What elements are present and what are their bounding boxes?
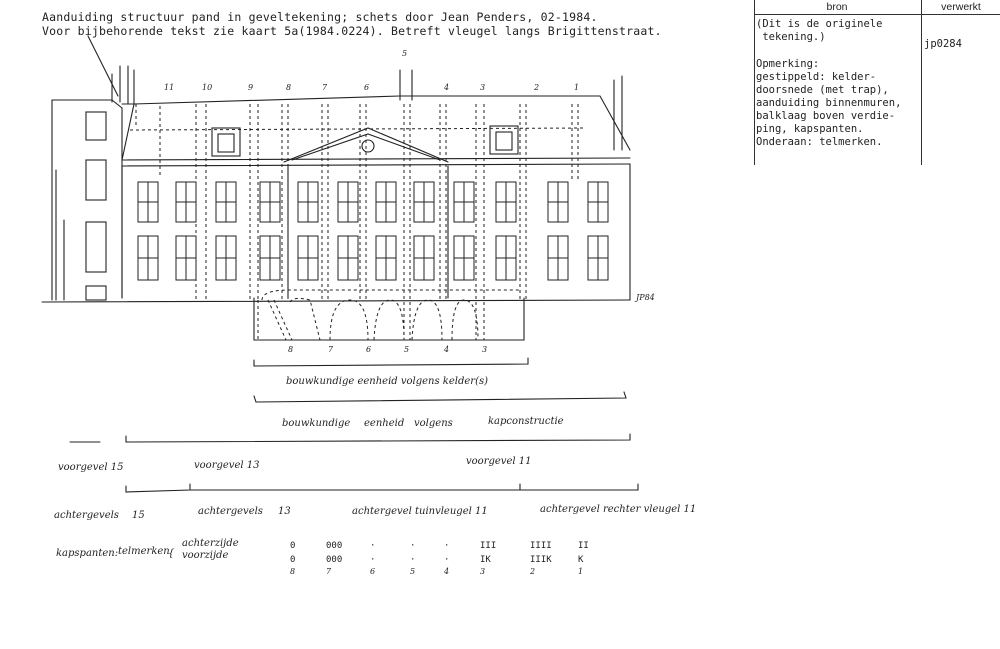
header-verwerkt: verwerkt (941, 1, 981, 13)
brace-symbol: { (168, 548, 175, 559)
window-muntin (548, 182, 568, 222)
telmerk-number: 1 (578, 567, 584, 576)
telmerk-achterzijde: 000 (326, 541, 343, 551)
window-muntin (496, 236, 516, 280)
telmerk-voorzijde: · (410, 555, 416, 565)
ground-line (42, 300, 630, 302)
telmerk-achterzijde: 0 (290, 541, 296, 551)
telmerk-achterzijde: II (578, 541, 589, 551)
label-achtergevels-15: achtergevels (54, 510, 119, 521)
telmerk-voorzijde: · (444, 555, 450, 565)
telmerk-achterzijde: · (444, 541, 450, 551)
label-kap-4: kapconstructie (488, 416, 564, 427)
verwerkt-text: jp0284 (924, 38, 962, 50)
telmerk-number: 3 (480, 567, 486, 576)
window-muntin (454, 182, 474, 222)
window-muntin (588, 236, 608, 280)
top-number: 8 (286, 83, 292, 92)
label-achtergevels-15-num: 15 (132, 510, 145, 521)
top-number: 9 (248, 83, 254, 92)
label-achtergevel-rechts: achtergevel rechter vleugel 11 (540, 504, 697, 515)
label-voorgevel-15: voorgevel 15 (58, 462, 124, 473)
window-muntin (260, 182, 280, 222)
top-number: 7 (322, 83, 328, 92)
top-number: 10 (202, 83, 213, 92)
top-number: 3 (480, 83, 486, 92)
telmerk-achterzijde: IIII (530, 541, 552, 551)
window-muntin (176, 182, 196, 222)
top-number: 4 (444, 83, 450, 92)
label-achtergevel-tuin: achtergevel tuinvleugel 11 (352, 506, 488, 517)
window-muntin (376, 236, 396, 280)
opmerking-text: Opmerking: gestippeld: kelder- doorsnede (met trap), aanduiding binnenmuren, balklaag boven verdie- ping, kapspanten. Onderaan: telmerken. (756, 58, 902, 148)
pediment (284, 128, 448, 162)
telmerk-number: 7 (326, 567, 332, 576)
window-muntin (454, 236, 474, 280)
label-voorgevel-13: voorgevel 13 (194, 460, 260, 471)
window-muntin (414, 182, 434, 222)
label-kap-3: volgens (414, 418, 453, 429)
cellar-number: 8 (288, 345, 294, 354)
cellar-number: 7 (328, 345, 334, 354)
label-kap-1: bouwkundige (282, 418, 351, 429)
label-achterzijde: achterzijde (182, 538, 239, 549)
label-voorzijde: voorzijde (182, 550, 229, 561)
title-line-1: Aanduiding structuur pand in geveltekening; schets door Jean Penders, 02-1984. (42, 10, 598, 24)
window-muntin (496, 182, 516, 222)
window-muntin (376, 182, 396, 222)
label-kelder: bouwkundige eenheid volgens kelder(s) (286, 376, 489, 387)
window-muntin (138, 236, 158, 280)
telmerk-voorzijde: 000 (326, 555, 343, 565)
telmerk-achterzijde: · (410, 541, 416, 551)
title-line-2: Voor bijbehorende tekst zie kaart 5a(1984.0224). Betreft vleugel langs Brigittenstraat. (42, 24, 662, 38)
bron-text: (Dit is de originele tekening.) (756, 18, 883, 43)
telmerk-number: 6 (370, 567, 376, 576)
cellar-number: 5 (404, 345, 410, 354)
top-number: 2 (534, 83, 540, 92)
telmerk-achterzijde: III (480, 541, 497, 551)
top-number: 1 (574, 83, 580, 92)
window-muntin (298, 236, 318, 280)
label-telmerken: telmerken (118, 546, 170, 557)
label-kapspanten: kapspanten: (56, 548, 119, 559)
window-muntin (414, 236, 434, 280)
window-muntin (176, 236, 196, 280)
telmerk-voorzijde: IK (480, 555, 491, 565)
window-muntin (216, 236, 236, 280)
window-muntin (138, 182, 158, 222)
label-voorgevel-11: voorgevel 11 (466, 456, 532, 467)
top-number: 5 (402, 49, 408, 58)
cellar-number: 4 (444, 345, 450, 354)
window-muntin (216, 182, 236, 222)
telmerk-number: 4 (444, 567, 450, 576)
telmerk-number: 5 (410, 567, 416, 576)
window-muntin (298, 182, 318, 222)
label-kap-2: eenheid (364, 418, 405, 429)
window-muntin (588, 182, 608, 222)
telmerk-achterzijde: · (370, 541, 376, 551)
header-bron: bron (826, 1, 848, 13)
window-muntin (338, 236, 358, 280)
leader-line (88, 36, 118, 96)
telmerk-number: 8 (290, 567, 296, 576)
top-number: 6 (364, 83, 370, 92)
telmerk-voorzijde: · (370, 555, 376, 565)
telmerk-voorzijde: IIIK (530, 555, 552, 565)
telmerk-voorzijde: K (578, 555, 584, 565)
signature: JP84 (636, 293, 655, 302)
cellar-number: 6 (366, 345, 372, 354)
label-achtergevels-13-num: 13 (278, 506, 291, 517)
telmerk-number: 2 (530, 567, 536, 576)
top-number: 11 (164, 83, 175, 92)
label-achtergevels-13: achtergevels (198, 506, 263, 517)
window-muntin (548, 236, 568, 280)
cellar-number: 3 (482, 345, 488, 354)
window-muntin (338, 182, 358, 222)
window-muntin (260, 236, 280, 280)
telmerk-voorzijde: 0 (290, 555, 296, 565)
main-roof (122, 96, 630, 150)
